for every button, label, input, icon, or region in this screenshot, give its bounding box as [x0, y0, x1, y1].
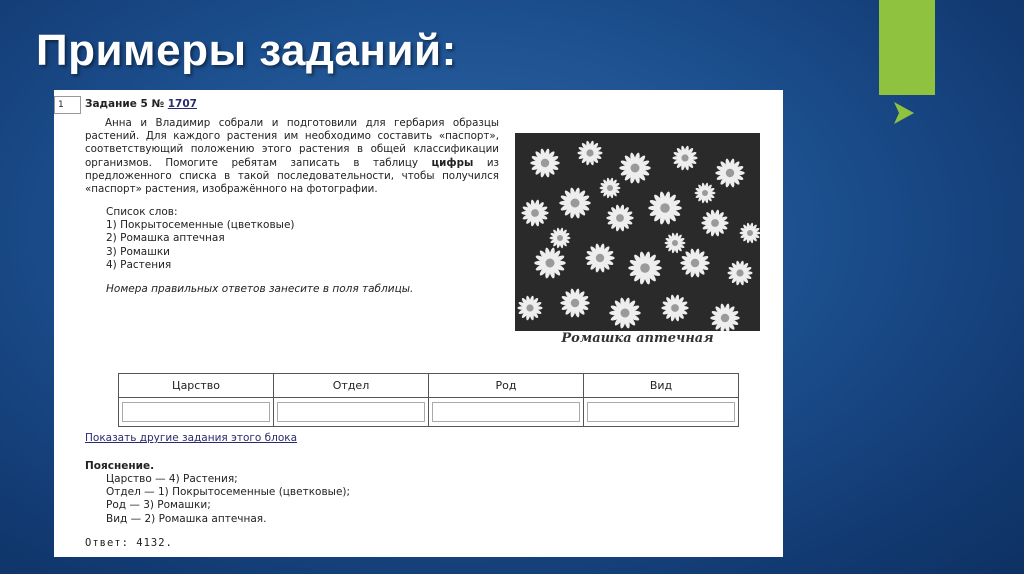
word-list-item: 2) Ромашка аптечная	[106, 232, 225, 245]
answer-cell	[119, 398, 274, 427]
answer-table	[118, 373, 739, 427]
triangle-right-icon	[890, 100, 916, 126]
photo-caption: Ромашка аптечная	[561, 331, 714, 346]
word-list-item: 1) Покрытосеменные (цветковые)	[106, 219, 295, 232]
task-id-link[interactable]: 1707	[167, 98, 197, 110]
species-input[interactable]	[587, 402, 735, 422]
task-text-part: из предложенного списка в такой последовательности, чтобы получился «паспорт» растения, изображённого на фотографии.	[85, 156, 499, 196]
division-input[interactable]	[277, 402, 425, 422]
task-text-part: Анна и Владимир собрали и подготовили для гербария образцы растений. Для каждого растения им необходимо составить «паспорт», соответствующий положению этого растения в общей классификации организмов. Помогите ребятам записать в таблицу	[85, 117, 499, 169]
column-header-species: Вид	[584, 374, 739, 398]
explanation	[106, 473, 350, 526]
column-header-kingdom: Царство	[119, 374, 274, 398]
task-text	[85, 117, 499, 196]
word-list-title: Список слов:	[106, 206, 178, 218]
word-list-item: 3) Ромашки	[106, 245, 170, 258]
explanation-title: Пояснение.	[85, 460, 155, 472]
slide-title: Примеры заданий:	[36, 26, 457, 75]
answer-table-header-row	[119, 374, 739, 398]
task-header	[85, 98, 197, 110]
explanation-line: Царство — 4) Растения;	[106, 473, 238, 485]
answer-table-input-row	[119, 398, 739, 427]
kingdom-input[interactable]	[122, 402, 270, 422]
show-more-tasks-link[interactable]: Показать другие задания этого блока	[85, 432, 298, 444]
accent-bar	[879, 0, 935, 95]
column-header-genus: Род	[429, 374, 584, 398]
instruction-text: Номера правильных ответов занесите в поля таблицы.	[106, 283, 414, 295]
explanation-line: Род — 3) Ромашки;	[106, 499, 211, 512]
word-list-item: 4) Растения	[106, 258, 172, 271]
genus-input[interactable]	[432, 402, 580, 422]
explanation-line: Отдел — 1) Покрытосеменные (цветковые);	[106, 486, 351, 499]
word-list	[106, 206, 295, 272]
task-text-bold: цифры	[431, 156, 474, 169]
explanation-line: Вид — 2) Ромашка аптечная.	[106, 512, 267, 525]
answer-cell	[274, 398, 429, 427]
answer-text: Ответ: 4132.	[85, 537, 173, 549]
task-number-box: 1	[54, 96, 81, 114]
answer-cell	[584, 398, 739, 427]
answer-cell	[429, 398, 584, 427]
chamomile-photo	[515, 133, 760, 331]
task-document	[54, 90, 783, 557]
task-header-prefix: Задание 5 №	[85, 98, 165, 110]
column-header-division: Отдел	[274, 374, 429, 398]
